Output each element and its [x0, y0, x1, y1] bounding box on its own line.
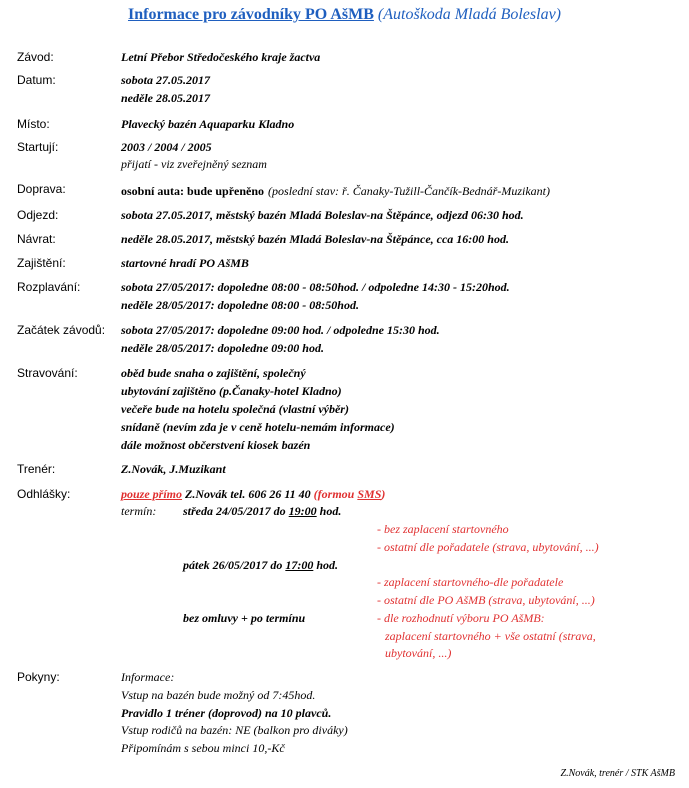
odhlasky-form-close: )	[381, 487, 386, 501]
term2-hod: hod.	[316, 558, 339, 572]
value-startuji-2: přijatí - viz zveřejněný seznam	[121, 157, 267, 171]
pokyny-line-2: Pravidlo 1 tréner (doprovod) na 10 plavců.	[121, 706, 332, 720]
value-stravovani-1: oběd bude snaha o zajištění, společný	[121, 366, 306, 380]
term1-time: 19:00	[288, 504, 317, 518]
value-navrat: neděle 28.05.2017, městský bazén Mladá Boleslav-na Štěpánce, cca 16:00 hod.	[121, 232, 509, 246]
value-startuji-1: 2003 / 2004 / 2005	[121, 140, 212, 154]
label-navrat: Návrat:	[17, 232, 56, 246]
value-doprava	[121, 182, 550, 200]
odhlasky-term2	[183, 558, 338, 573]
term2-time: 17:00	[285, 558, 314, 572]
label-misto: Místo:	[17, 117, 50, 131]
label-pokyny: Pokyny:	[17, 670, 60, 684]
doprava-note: (poslední stav: ř. Čanaky-Tužill-Čančík-Bednář-Muzikant)	[268, 184, 550, 198]
pokyny-line-3: Vstup rodičů na bazén: NE (balkon pro diváky)	[121, 723, 348, 737]
value-zacatek-2: neděle 28/05/2017: dopoledne 09:00 hod.	[121, 341, 324, 355]
value-trener: Z.Novák, J.Muzikant	[121, 462, 226, 476]
term2-rule-2: - ostatní dle PO AšMB (strava, ubytování, ...)	[377, 593, 595, 607]
value-misto: Plavecký bazén Aquaparku Kladno	[121, 117, 295, 131]
term1-hod: hod.	[319, 504, 342, 518]
term3-rule-2: zaplacení startovného + vše ostatní (strava,	[385, 629, 596, 643]
title-subtitle: (Autoškoda Mladá Boleslav)	[377, 6, 561, 23]
value-odjezd: sobota 27.05.2017, městský bazén Mladá Boleslav-na Štěpánce, odjezd 06:30 hod.	[121, 208, 524, 222]
odhlasky-term3: bez omluvy + po termínu	[183, 611, 306, 625]
pokyny-heading: Informace:	[121, 670, 175, 684]
value-datum-1: sobota 27.05.2017	[121, 73, 211, 87]
odhlasky-sms: SMS	[357, 487, 382, 501]
term3-rule-3: ubytování, ...)	[385, 646, 452, 660]
odhlasky-contact-line	[121, 487, 385, 502]
label-doprava: Doprava:	[17, 182, 66, 196]
term1-date: středa 24/05/2017 do	[183, 504, 286, 518]
value-rozplavani-1: sobota 27/05/2017: dopoledne 08:00 - 08:50hod. / odpoledne 14:30 - 15:20hod.	[121, 280, 510, 294]
term2-rule-1: - zaplacení startovného-dle pořadatele	[377, 575, 564, 589]
label-stravovani: Stravování:	[17, 366, 78, 380]
label-datum: Datum:	[17, 73, 56, 87]
footer-signature: Z.Novák, trenér / STK AšMB	[560, 768, 675, 779]
label-zavod: Závod:	[17, 50, 54, 64]
value-datum-2: neděle 28.05.2017	[121, 91, 210, 105]
pokyny-line-4: Připomínám s sebou minci 10,-Kč	[121, 741, 285, 755]
term1-rule-1: - bez zaplacení startovného	[377, 522, 509, 536]
value-stravovani-3: večeře bude na hotelu společná (vlastní výběr)	[121, 402, 349, 416]
value-stravovani-4: snídaně (nevím zda je v ceně hotelu-nemám informace)	[121, 420, 395, 434]
label-odjezd: Odjezd:	[17, 208, 59, 222]
value-zacatek-1: sobota 27/05/2017: dopoledne 09:00 hod. / odpoledne 15:30 hod.	[121, 323, 440, 337]
value-zavod: Letní Přebor Středočeského kraje žactva	[121, 50, 321, 64]
odhlasky-form-open: (formou	[313, 487, 355, 501]
label-trener: Trenér:	[17, 462, 56, 476]
pokyny-line-1: Vstup na bazén bude možný od 7:45hod.	[121, 688, 316, 702]
odhlasky-contact: Z.Novák tel. 606 26 11 40	[185, 487, 311, 501]
label-zacatek: Začátek závodů:	[17, 323, 106, 337]
term3-rule-1: - dle rozhodnutí výboru PO AšMB:	[377, 611, 545, 625]
document-title	[0, 6, 689, 24]
term2-date: pátek 26/05/2017 do	[183, 558, 283, 572]
value-zajisteni: startovné hradí PO AšMB	[121, 256, 249, 270]
label-zajisteni: Zajištění:	[17, 256, 66, 270]
label-rozplavani: Rozplavání:	[17, 280, 81, 294]
label-odhlasky: Odhlášky:	[17, 487, 71, 501]
value-stravovani-2: ubytování zajištěno (p.Čanaky-hotel Kladno)	[121, 384, 342, 398]
label-startuji: Startují:	[17, 140, 59, 154]
title-main: Informace pro závodníky PO AšMB	[127, 6, 374, 23]
value-stravovani-5: dále možnost občerstvení kiosek bazén	[121, 438, 311, 452]
term1-rule-2: - ostatní dle pořadatele (strava, ubytování, ...)	[377, 540, 599, 554]
odhlasky-termin-label: termín:	[121, 504, 157, 518]
odhlasky-prefix: pouze přímo	[121, 487, 183, 501]
odhlasky-term1	[183, 504, 341, 519]
value-rozplavani-2: neděle 28/05/2017: dopoledne 08:00 - 08:50hod.	[121, 298, 359, 312]
doprava-main: osobní auta: bude upřeněno	[121, 184, 265, 198]
